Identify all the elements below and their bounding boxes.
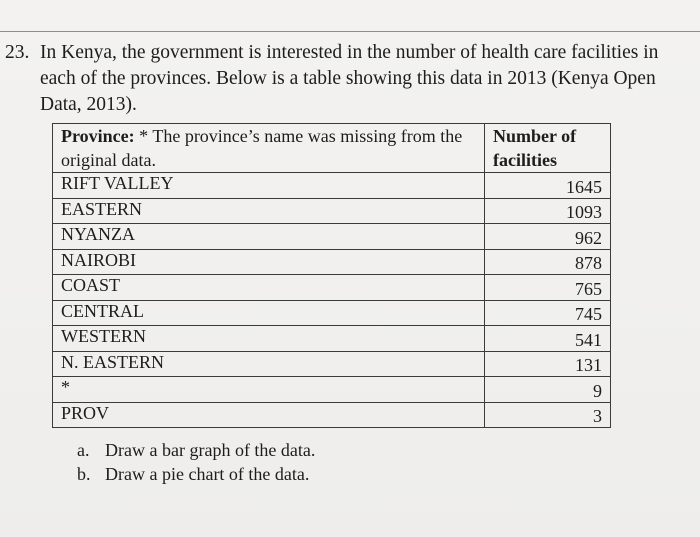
province-cell: CENTRAL <box>53 300 485 326</box>
province-cell: PROV <box>53 402 485 428</box>
part-text: Draw a bar graph of the data. <box>105 440 316 460</box>
count-cell: 878 <box>485 249 611 275</box>
question-number: 23. <box>5 42 30 63</box>
province-cell: WESTERN <box>53 326 485 352</box>
count-cell: 1645 <box>485 173 611 199</box>
table-row <box>53 249 611 275</box>
province-cell: COAST <box>53 275 485 301</box>
count-cell: 9 <box>485 377 611 403</box>
question-text: In Kenya, the government is interested in the number of health care facilities in each of the provinces. Below is a table showing this data in 2013 (Kenya Open Data, 2013). <box>40 42 659 115</box>
count-cell: 131 <box>485 351 611 377</box>
part-a <box>77 438 315 462</box>
table-row <box>53 402 611 428</box>
province-cell: RIFT VALLEY <box>53 173 485 199</box>
count-cell: 1093 <box>485 198 611 224</box>
province-header-note: * The province’s name was missing from the original data. <box>61 126 463 170</box>
province-cell: EASTERN <box>53 198 485 224</box>
table-row <box>53 351 611 377</box>
count-cell: 765 <box>485 275 611 301</box>
count-cell: 962 <box>485 224 611 250</box>
province-cell: NYANZA <box>53 224 485 250</box>
province-cell: N. EASTERN <box>53 351 485 377</box>
count-header: Number of facilities <box>485 124 611 173</box>
province-header-label: Province: <box>61 126 135 146</box>
table-row <box>53 275 611 301</box>
province-cell: * <box>53 377 485 403</box>
question-parts <box>77 438 315 486</box>
facilities-table <box>52 123 611 428</box>
table-row <box>53 198 611 224</box>
part-text: Draw a pie chart of the data. <box>105 464 310 484</box>
question-block <box>5 40 695 118</box>
count-cell: 745 <box>485 300 611 326</box>
table-row <box>53 300 611 326</box>
top-rule <box>0 31 700 32</box>
part-b <box>77 462 315 486</box>
count-cell: 3 <box>485 402 611 428</box>
count-cell: 541 <box>485 326 611 352</box>
table-row <box>53 224 611 250</box>
part-label: a. <box>77 440 90 460</box>
table-row <box>53 173 611 199</box>
province-header <box>53 124 485 173</box>
part-label: b. <box>77 464 91 484</box>
province-cell: NAIROBI <box>53 249 485 275</box>
table-row <box>53 326 611 352</box>
table-header-row <box>53 124 611 173</box>
table-row <box>53 377 611 403</box>
